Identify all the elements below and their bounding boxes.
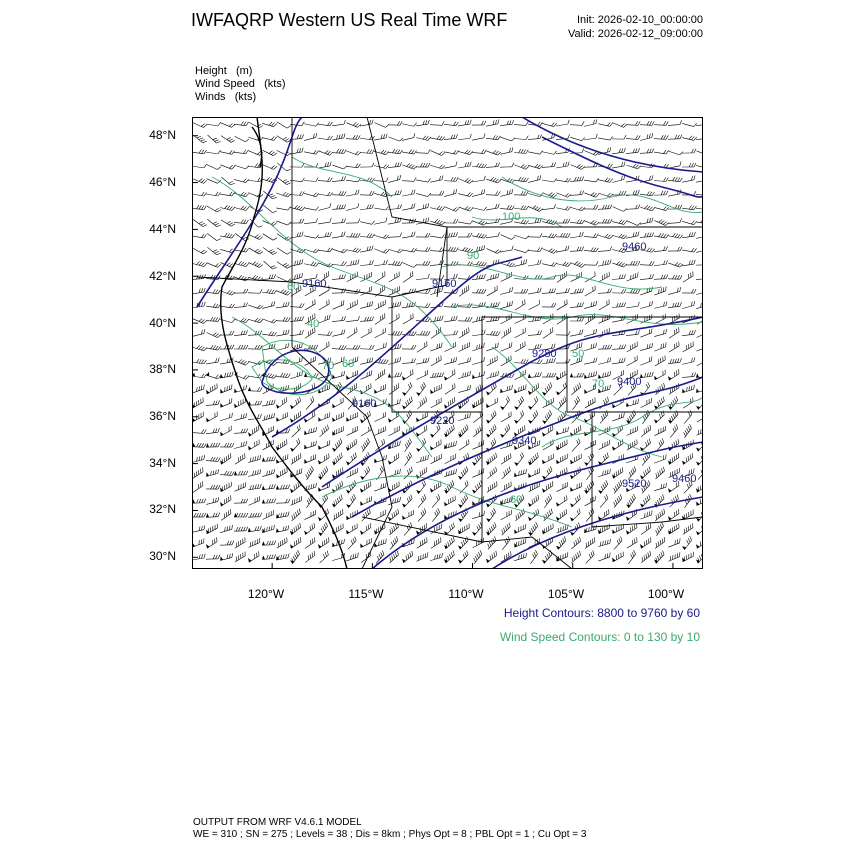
page-title: IWFAQRP Western US Real Time WRF [191,10,508,30]
wind-contour-label: 40 [307,318,320,330]
wind-contour-label: 70 [592,378,605,390]
field-label-wind-speed [195,78,286,90]
height-contour-label: 9220 [430,415,455,427]
height-contour-label: 9520 [622,478,647,490]
lat-tick-label: 36°N [149,409,176,423]
height-contour-label: 9460 [622,241,647,253]
lat-tick-label: 44°N [149,222,176,236]
lon-tick-label: 105°W [547,587,585,601]
field-name: Winds [195,91,226,103]
wind-contour-label: 100 [502,211,521,223]
wind-contour-label: 60 [510,494,523,506]
lat-tick-label: 30°N [149,549,176,563]
field-name: Height [195,65,227,77]
weather-map [192,117,703,569]
model-info-line1: OUTPUT FROM WRF V4.6.1 MODEL [193,817,362,828]
lat-tick-label: 40°N [149,316,176,330]
height-contour-label: 9160 [302,278,327,290]
wind-contour-label: 60 [287,281,300,293]
height-contour-label: 9340 [512,435,537,447]
height-contour-info: Height Contours: 8800 to 9760 by 60 [503,606,700,620]
height-contour-label: 9160 [432,278,457,290]
field-label-winds [195,91,256,103]
lon-tick-label: 115°W [348,587,384,601]
lon-tick-label: 100°W [647,587,685,601]
field-label-height [195,65,252,77]
lon-tick-label: 120°W [247,587,285,601]
init-time: Init: 2026-02-10_00:00:00 [577,14,703,26]
wind-contour-label: 70 [322,360,335,372]
model-info-line2: WE = 310 ; SN = 275 ; Levels = 38 ; Dis = 8km ; Phys Opt = 8 ; PBL Opt = 1 ; Cu Opt = 3 [193,829,587,840]
field-name: Wind Speed [195,78,255,90]
lat-tick-label: 48°N [149,128,176,142]
height-contour-label: 9280 [532,348,557,360]
lat-tick-label: 34°N [149,456,176,470]
wind-contour-info: Wind Speed Contours: 0 to 130 by 10 [499,630,700,644]
height-contour-label: 9160 [352,398,377,410]
lat-tick-label: 42°N [149,269,176,283]
field-unit: (m) [235,65,253,77]
field-unit: (kts) [234,91,257,103]
wind-contour-label: 50 [572,348,585,360]
height-contour-label: 9400 [617,376,642,388]
lat-tick-label: 38°N [149,362,176,376]
wind-contour-label: 90 [467,250,480,262]
field-unit: (kts) [264,78,286,90]
lon-tick-label: 110°W [448,587,484,601]
lat-tick-label: 32°N [149,502,176,516]
height-contour-label: 9460 [672,473,697,485]
lat-tick-label: 46°N [149,175,176,189]
wind-contour-label: 60 [342,358,355,370]
valid-time: Valid: 2026-02-12_09:00:00 [568,28,703,40]
